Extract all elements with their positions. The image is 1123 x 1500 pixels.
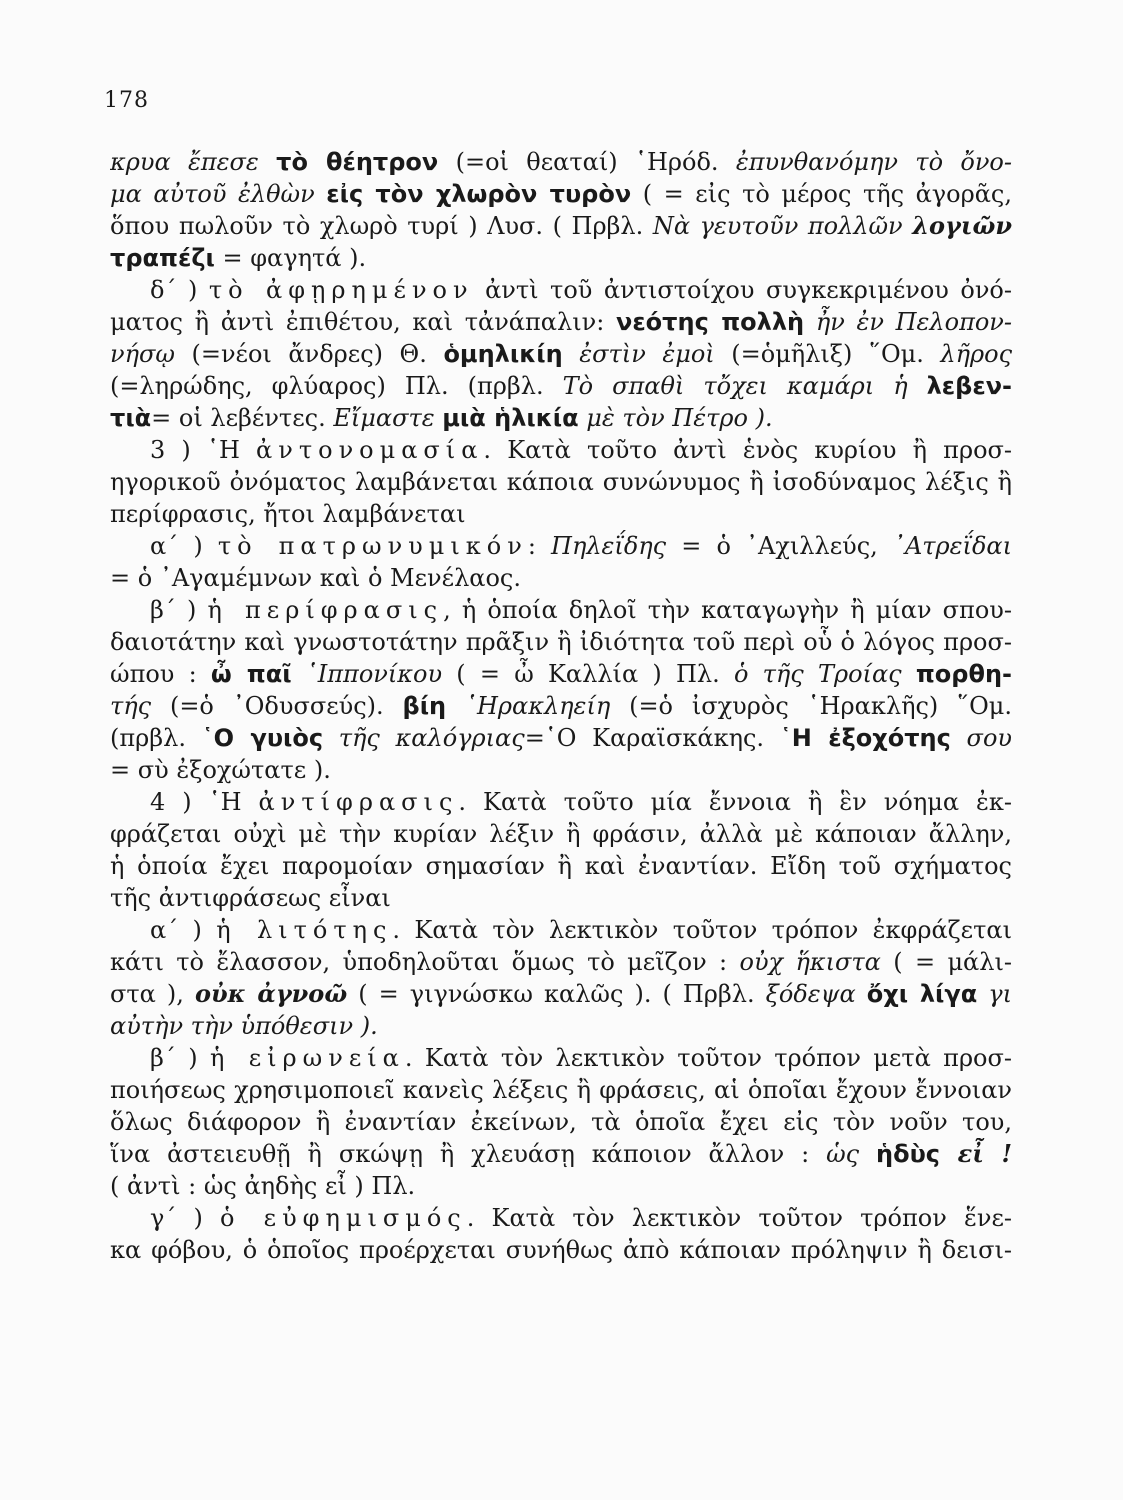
page-number: 178 <box>104 88 149 113</box>
text-segment: . Κατὰ τὸν λεκτικὸν τοῦτον τρόπον ἕνε- <box>466 1204 1012 1232</box>
text-segment: = ὁ ᾿Αγαμέμνων καὶ ὁ Μενέλαος. <box>110 564 521 592</box>
text-segment: 4 ) ῾Η <box>150 788 259 816</box>
text-segment: μιὰ ἡλικία <box>442 404 579 432</box>
text-segment: (=οἱ θεαταί) ῾Ηρόδ. <box>438 148 736 176</box>
text-segment: ὁμηλικίη <box>443 340 563 368</box>
text-segment: ( ἀντὶ : ὡς ἀηδὴς εἶ ) Πλ. <box>110 1172 416 1200</box>
text-line <box>150 786 1012 818</box>
text-segment: σου <box>950 724 1012 752</box>
text-segment: ἵνα ἀστειευθῇ ἢ σκώψῃ ἢ χλευάσῃ κάποιον ἄλλον : <box>110 1140 827 1168</box>
text-segment: ἡδὺς <box>876 1140 941 1168</box>
text-segment: τῆς καλόγριας <box>323 724 525 752</box>
text-segment: ὡς <box>826 1140 877 1168</box>
text-segment: μὲ τὸν Πέτρο ). <box>578 404 773 432</box>
text-line <box>150 274 1012 306</box>
text-segment: . Κατὰ τοῦτο μία ἔννοια ἢ ἓν νόημα ἐκ- <box>458 788 1012 816</box>
text-line <box>110 338 1012 370</box>
text-segment: ὄχι λίγα <box>866 980 978 1008</box>
text-line <box>110 498 1012 530</box>
text-segment: εἰς τὸν χλωρὸν τυρὸν <box>326 180 632 208</box>
text-segment: ἀντονομασία <box>256 436 484 464</box>
text-segment: λεβεν- <box>926 372 1012 400</box>
text-line <box>150 530 1012 562</box>
text-line <box>110 402 1012 434</box>
text-segment: , ἡ ὁποία δηλοῖ τὴν καταγωγὴν ἢ μίαν σπου- <box>443 596 1012 624</box>
text-line <box>110 210 1012 242</box>
text-segment: (=ὁμῆλιξ) ῞Ομ. <box>714 340 941 368</box>
text-segment: γ΄ ) <box>150 1204 221 1232</box>
text-line <box>110 370 1012 402</box>
text-segment: ῾Ιππονίκου <box>291 660 443 688</box>
text-segment: ῾Ο γυιὸς <box>201 724 324 752</box>
text-line <box>110 1138 1012 1170</box>
text-segment: δ΄ ) <box>150 276 209 304</box>
text-line <box>110 658 1012 690</box>
text-line <box>110 146 1012 178</box>
text-segment: ματος ἢ ἀντὶ ἐπιθέτου, καὶ τἀνάπαλιν: <box>110 308 616 336</box>
text-segment: τής <box>110 692 152 720</box>
text-line <box>150 434 1012 466</box>
text-line <box>110 850 1012 882</box>
text-segment: οὐκ ἀγνοῶ <box>194 979 348 1008</box>
text-segment: . Κατὰ τοῦτο ἀντὶ ἑνὸς κυρίου ἢ προσ- <box>483 436 1012 464</box>
text-segment: κάτι τὸ ἔλασσον, ὑποδηλοῦται ὅμως τὸ μεῖζον : <box>110 948 740 976</box>
text-line <box>110 946 1012 978</box>
text-line <box>110 626 1012 658</box>
text-segment: ( = ὦ Καλλία ) Πλ. <box>442 660 734 688</box>
text-segment: ὅλως διάφορον ἢ ἐναντίαν ἐκείνων, τὰ ὁποῖα ἔχει εἰς τὸν νοῦν του, <box>110 1108 1012 1136</box>
text-line <box>110 562 1012 594</box>
text-line <box>110 178 1012 210</box>
text-segment: ( = γιγνώσκω καλῶς ). ( Πρβλ. <box>347 980 766 1008</box>
text-segment: Εἴμαστε <box>333 404 443 432</box>
text-line <box>110 1234 1012 1266</box>
text-line <box>110 306 1012 338</box>
text-segment: (=νέοι ἄνδρες) Θ. <box>174 340 444 368</box>
text-segment: τῆς ἀντιφράσεως εἶναι <box>110 884 391 912</box>
text-line <box>110 754 1012 786</box>
text-segment: ῾Η ἐξοχότης <box>779 724 951 752</box>
text-segment: ἀντὶ τοῦ ἀντιστοίχου συγκεκριμένου ὀνό- <box>473 276 1012 304</box>
text-segment: ώπου : <box>110 660 211 688</box>
text-segment: Τὸ σπαθὶ τὄχει καμάρι ἡ <box>562 372 927 400</box>
text-segment: περίφρασις, ἤτοι λαμβάνεται <box>110 500 466 528</box>
text-line <box>150 594 1012 626</box>
text-segment: κρυα ἔπεσε <box>110 148 277 176</box>
text-segment: πορθη- <box>915 660 1012 688</box>
text-segment: (=ληρώδης, φλύαρος) Πλ. (πρβλ. <box>110 372 563 400</box>
text-segment: τὸ ἀφῃρημένον <box>208 276 474 304</box>
text-segment: μα αὐτοῦ ἐλθὼν <box>110 180 327 208</box>
text-segment: εἶ ! <box>940 1139 1012 1168</box>
text-segment: τὸ πατρωνυμικόν <box>217 532 528 560</box>
text-segment: ἡ περίφρασις <box>207 596 444 624</box>
text-segment: = φαγητά ). <box>214 244 367 272</box>
text-segment: ᾿Ατρεΐδαι <box>892 532 1012 560</box>
text-line <box>110 242 1012 274</box>
text-line <box>110 1074 1012 1106</box>
text-segment: φράζεται οὐχὶ μὲ τὴν κυρίαν λέξιν ἢ φράσιν, ἀλλὰ μὲ κάποιαν ἄλλην, <box>110 820 1012 848</box>
text-segment: δαιοτάτην καὶ γνωστοτάτην πρᾶξιν ἢ ἰδιότητα τοῦ περὶ οὗ ὁ λόγος προσ- <box>110 628 1012 656</box>
text-segment: 3 ) ῾Η <box>150 436 257 464</box>
text-line <box>110 978 1012 1010</box>
text-line <box>150 1202 1012 1234</box>
text-line <box>110 690 1012 722</box>
text-segment: ῾Ηρακληείη <box>446 692 611 720</box>
text-segment: νήσῳ <box>110 340 175 368</box>
text-segment: ηγορικοῦ ὀνόματος λαμβάνεται κάποια συνώνυμος ἢ ἰσοδύναμος λέξις ἢ <box>110 468 1012 496</box>
text-segment: ξόδεψα <box>765 980 867 1008</box>
text-line <box>110 1170 1012 1202</box>
text-segment: αὐτὴν τὴν ὑπόθεσιν ). <box>110 1012 378 1040</box>
text-segment: Πηλεΐδης <box>551 532 667 560</box>
text-segment: β΄ ) <box>150 596 208 624</box>
text-segment: ἡ ὁποία ἔχει παρομοίαν σημασίαν ἢ καὶ ἐναντίαν. Εἴδη τοῦ σχήματος <box>110 852 1012 880</box>
text-segment: βίη <box>402 692 447 720</box>
text-line <box>110 882 1012 914</box>
text-segment: ἡ λιτότης <box>216 916 393 944</box>
text-line <box>110 722 1012 754</box>
text-segment: (=ὁ ἰσχυρὸς ῾Ηρακλῆς) ῞Ομ. <box>610 692 1012 720</box>
text-line <box>150 914 1012 946</box>
text-segment: λογιῶν <box>912 211 1012 240</box>
text-segment: (=ὁ ᾿Οδυσσεύς). <box>151 692 403 720</box>
text-segment: νεότης πολλὴ <box>615 308 805 336</box>
text-segment: : <box>527 532 552 560</box>
text-line <box>110 1106 1012 1138</box>
text-segment: ὅπου πωλοῦν τὸ χλωρὸ τυρί ) Λυσ. ( Πρβλ. <box>110 212 653 240</box>
text-segment: ἐστὶν ἐμοὶ <box>562 340 715 368</box>
text-segment: =῾Ο Καραϊσκάκης. <box>524 724 780 752</box>
text-line <box>110 466 1012 498</box>
text-segment: ἀντίφρασις <box>258 788 459 816</box>
text-segment: ( = εἰς τὸ μέρος τῆς ἀγορᾶς, <box>631 180 1012 208</box>
text-line <box>110 1010 1012 1042</box>
text-segment: γι <box>977 980 1012 1008</box>
text-segment: τραπέζι <box>110 244 215 272</box>
text-segment: τὸ θέητρον <box>276 148 439 176</box>
text-segment: = οἱ λεβέντες. <box>151 404 334 432</box>
text-segment: ἡ εἰρωνεία <box>209 1044 405 1072</box>
text-segment: ὁ τῆς Τροίας <box>733 660 916 688</box>
text-segment: ποιήσεως χρησιμοποιεῖ κανεὶς λέξεις ἢ φράσεις, αἱ ὁποῖαι ἔχουν ἔννοιαν <box>110 1076 1012 1104</box>
text-segment: ὁ εὐφημισμός <box>220 1204 467 1232</box>
text-segment: α΄ ) <box>150 532 218 560</box>
text-segment: οὐχ ἥκιστα <box>739 948 881 976</box>
text-segment: (πρβλ. <box>110 724 202 752</box>
text-segment: λῆρος <box>940 340 1012 368</box>
text-segment: ἐπυνθανόμην τὸ ὄνο- <box>735 148 1012 176</box>
text-segment: = ὁ ᾿Αχιλλεύς, <box>666 532 893 560</box>
text-segment: = σὺ ἐξοχώτατε ). <box>110 756 331 784</box>
text-segment: α΄ ) <box>150 916 217 944</box>
text-line <box>150 1042 1012 1074</box>
text-segment: ἦν ἐν Πελοπον- <box>804 308 1012 336</box>
text-segment: β΄ ) <box>150 1044 210 1072</box>
text-segment: κα φόβου, ὁ ὁποῖος προέρχεται συνήθως ἀπὸ κάποιαν πρόληψιν ἢ δεισι- <box>110 1236 1012 1264</box>
text-segment: Νὰ γευτοῦν πολλῶν <box>652 212 913 240</box>
text-segment: . Κατὰ τὸν λεκτικὸν τοῦτον τρόπον ἐκφράζεται <box>392 916 1012 944</box>
text-segment: ὦ παῖ <box>210 660 292 688</box>
text-segment: τιὰ <box>110 404 152 432</box>
text-segment: ( = μάλι- <box>880 948 1012 976</box>
text-segment: στα ), <box>110 980 195 1008</box>
text-line <box>110 818 1012 850</box>
text-segment: . Κατὰ τὸν λεκτικὸν τοῦτον τρόπον μετὰ προσ- <box>404 1044 1012 1072</box>
